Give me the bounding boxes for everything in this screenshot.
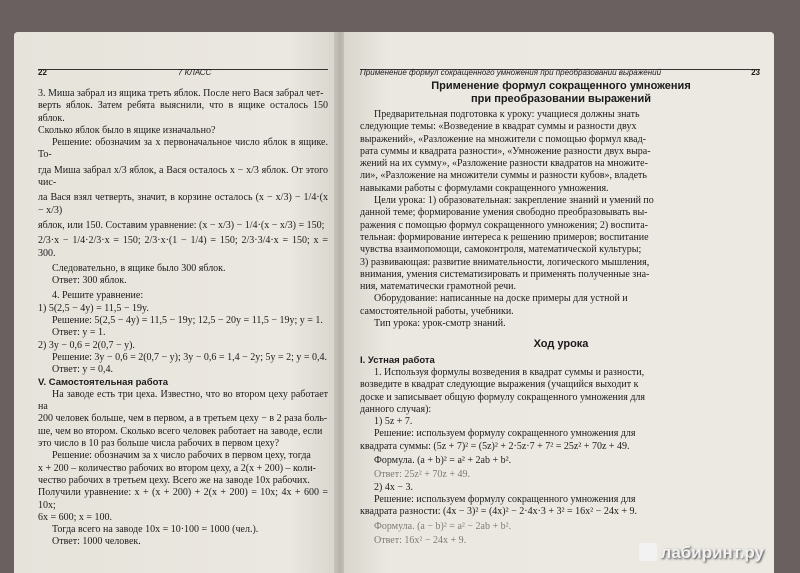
text-line: чество рабочих в третьем цеху. Всего же на заводе 10x рабочих. bbox=[38, 474, 310, 486]
text-line: Следовательно, в ящике было 300 яблок. bbox=[52, 262, 226, 274]
answer-line: Ответ: 16x² − 24x + 9. bbox=[374, 534, 467, 546]
text-line: самостоятельной работы, учебники. bbox=[360, 305, 514, 317]
answer-line: Ответ: 25z² + 70z + 49. bbox=[374, 469, 470, 481]
text-line: 1) 5(2,5 − 4y) = 11,5 − 19y. bbox=[38, 302, 149, 314]
text-line: квадрата разности: (4x − 3)² = (4x)² − 2·4x·3 + 3² = 16x² − 24x + 9. bbox=[360, 506, 637, 518]
answer-line: Ответ: 300 яблок. bbox=[52, 275, 127, 287]
text-line: навыками работы с формулами сокращенного умножения. bbox=[360, 182, 609, 194]
text-line: На заводе есть три цеха. Известно, что во втором цеху работает на bbox=[38, 388, 328, 413]
text-line: выражений», «Разложение на множители с помощью формул квад- bbox=[360, 133, 647, 145]
text-line: это число в 10 раз больше числа рабочих в первом цеху? bbox=[38, 438, 280, 450]
lesson-title bbox=[360, 80, 762, 106]
text-line: данной теме; формирование умения свободно преобразовывать вы- bbox=[360, 207, 648, 219]
text-line: 3. Миша забрал из ящика треть яблок. После него Вася забрал чет- bbox=[38, 88, 324, 99]
answer-line: Ответ: 1000 человек. bbox=[52, 536, 141, 548]
text-line: Тип урока: урок-смотр знаний. bbox=[374, 318, 506, 330]
right-running-head bbox=[360, 68, 760, 77]
text-line: Оборудование: написанные на доске примеры для устной и bbox=[374, 293, 628, 305]
text-line: 2) 3y − 0,6 = 2(0,7 − y). bbox=[38, 339, 135, 351]
text-line: яблок, или 150. Составим уравнение: (x − x/3) − 1/4·(x − x/3) = 150; bbox=[38, 219, 325, 231]
running-head-title: Применение формул сокращенного умножения при преобразовании выражений bbox=[360, 68, 662, 77]
section-heading: V. Самостоятельная работа bbox=[38, 376, 169, 388]
text-line: данного случая): bbox=[360, 403, 432, 415]
right-page bbox=[344, 32, 774, 573]
text-line: Тогда всего на заводе 10x = 10·100 = 1000 (чел.). bbox=[52, 524, 259, 536]
text-line: 200 человек больше, чем в первом, а в третьем цеху − в 2 раза боль- bbox=[38, 413, 328, 425]
text-line: рата суммы и квадрата разности», «Умножение разности двух выра- bbox=[360, 145, 651, 157]
page-number: 23 bbox=[751, 68, 760, 77]
text-line: ли», «Разложение на множители суммы и разности кубов», владеть bbox=[360, 170, 647, 182]
text-line: внимания, умения систематизировать и применять полученные зна- bbox=[360, 268, 650, 280]
text-line: Решение: используем формулу сокращенного умножения для bbox=[374, 493, 636, 505]
answer-line: Ответ: y = 0,4. bbox=[52, 364, 113, 376]
answer-line: Ответ: y = 1. bbox=[52, 327, 106, 339]
text-line: Решение: 3y − 0,6 = 2(0,7 − y); 3y − 0,6 = 1,4 − 2y; 5y = 2; y = 0,4. bbox=[52, 351, 328, 363]
text-line: 6x = 600; x = 100. bbox=[38, 511, 113, 523]
text-line: тельная: формирование интереса к решению примеров; воспитание bbox=[360, 231, 649, 243]
left-page-text bbox=[38, 88, 328, 549]
right-page-text bbox=[360, 80, 762, 547]
text-line: Решение: 5(2,5 − 4y) = 11,5 − 19y; 12,5 − 20y = 11,5 − 19y; y = 1. bbox=[52, 315, 323, 327]
text-line: Решение: обозначим за x первоначальное число яблок в ящике. То- bbox=[38, 137, 328, 161]
running-head-title: 7 КЛАСС bbox=[178, 68, 212, 77]
watermark-text: лабиринт.ру bbox=[660, 543, 764, 562]
text-line: чувства взаимопомощи, самоконтроля, математической культуры; bbox=[360, 244, 642, 256]
text-line: 3) развивающая: развитие внимательности, логического мышления, bbox=[360, 256, 650, 268]
text-line: 1) 5z + 7. bbox=[374, 416, 413, 428]
labirint-logo-icon bbox=[639, 543, 657, 561]
page-number: 22 bbox=[38, 68, 47, 77]
text-line: Получили уравнение: x + (x + 200) + 2(x + 200) = 10x; 4x + 600 = 10x; bbox=[38, 487, 328, 511]
lesson-title-line-2: при преобразовании выражений bbox=[471, 93, 651, 105]
section-title: Ход урока bbox=[533, 338, 589, 351]
text-line: x + 200 – количество рабочих во втором цеху, а 2(x + 200) – коли- bbox=[38, 462, 316, 474]
text-line: ражения с помощью формул сокращенного умножения; 2) воспита- bbox=[360, 219, 648, 231]
text-line: ния, математически грамотной речи. bbox=[360, 281, 516, 293]
formula-line: Формула. (a − b)² = a² − 2ab + b². bbox=[374, 520, 512, 532]
text-line: 2/3·x − 1/4·2/3·x = 150; 2/3·x·(1 − 1/4) = 150; 2/3·3/4·x = 150; x = 300. bbox=[38, 235, 328, 259]
text-line: Цели урока: 1) образовательная: закрепление знаний и умений по bbox=[374, 195, 654, 207]
book-spread bbox=[14, 32, 774, 573]
left-running-head bbox=[38, 68, 328, 77]
watermark bbox=[639, 543, 764, 563]
text-line: ла Вася взял четверть, значит, в корзине осталось (x − x/3) − 1/4·(x − x/3) bbox=[38, 192, 328, 216]
text-line: 2) 4x − 3. bbox=[374, 481, 413, 493]
text-line: верть яблок. Затем ребята выяснили, что в ящике осталось 150 яблок. bbox=[38, 100, 328, 124]
text-line: Решение: обозначим за x число рабочих в первом цеху, тогда bbox=[52, 450, 311, 462]
text-line: квадрата суммы: (5z + 7)² = (5z)² + 2·5z·7 + 7² = 25z² + 70z + 49. bbox=[360, 440, 630, 452]
text-line: Предварительная подготовка к уроку: учащиеся должны знать bbox=[374, 109, 640, 120]
text-line: Решение: используем формулу сокращенного умножения для bbox=[374, 428, 636, 440]
text-line: ше, чем во втором. Сколько всего человек работает на заводе, если bbox=[38, 425, 323, 437]
section-heading: I. Устная работа bbox=[360, 354, 435, 366]
text-line: 1. Используя формулы возведения в квадрат суммы и разности, bbox=[374, 366, 645, 378]
formula-line: Формула. (a + b)² = a² + 2ab + b². bbox=[374, 455, 512, 467]
text-line: жений на их сумму», «Разложение разности квадратов на множите- bbox=[360, 158, 648, 170]
text-line: гда Миша забрал x/3 яблок, а Вася осталось x − x/3 яблок. От этого чис- bbox=[38, 164, 328, 189]
text-line: следующие темы: «Возведение в квадрат суммы и разности двух bbox=[360, 121, 637, 133]
text-line: возведите в квадрат следующие выражения (учащийся выходит к bbox=[360, 379, 639, 391]
text-line: Сколько яблок было в ящике изначально? bbox=[38, 124, 216, 136]
text-line: 4. Решите уравнение: bbox=[52, 290, 144, 302]
text-line: доске и записывает общую формулу сокращенного умножения для bbox=[360, 391, 646, 403]
lesson-title-line-1: Применение формул сокращенного умножения bbox=[431, 80, 691, 92]
left-page bbox=[14, 32, 336, 573]
